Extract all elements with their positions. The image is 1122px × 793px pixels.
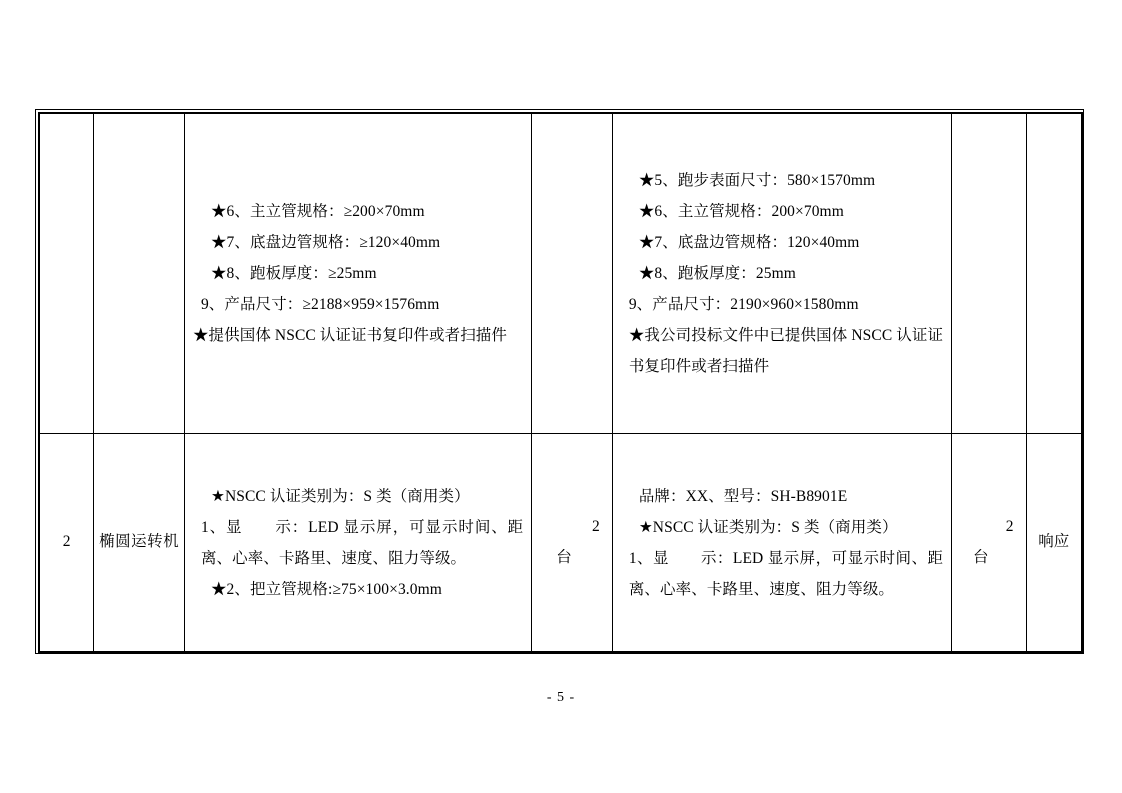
response-quantity-unit: 台 (973, 548, 989, 566)
cell-product-name (94, 114, 185, 434)
cell-deviation (1026, 434, 1081, 652)
cell-response (612, 434, 951, 652)
quantity-number: 2 (591, 518, 600, 536)
response-line: ★6、主立管规格：200×70mm (638, 203, 844, 220)
response-line: ★7、底盘边管规格：120×40mm (638, 234, 860, 251)
response-line: ★我公司投标文件中已提供国体 NSCC 认证证书复印件或者扫描件 (628, 327, 944, 375)
cell-quantity (532, 434, 613, 652)
cell-response-quantity (952, 114, 1027, 434)
cell-quantity (532, 114, 613, 434)
requirement-line: ★8、跑板厚度：≥25mm (210, 265, 377, 282)
cell-response-quantity (952, 434, 1027, 652)
response-line: ★8、跑板厚度：25mm (638, 265, 796, 282)
cell-product-name (94, 434, 185, 652)
cell-response (612, 114, 951, 434)
table-row (40, 114, 1082, 434)
page-number: - 5 - (546, 690, 576, 705)
table-outer-right-rule (1083, 109, 1084, 654)
response-line: ★NSCC 认证类别为：S 类（商用类） (638, 518, 898, 536)
requirement-line: ★6、主立管规格：≥200×70mm (210, 203, 425, 220)
table-outer-bottom-rule (35, 653, 1084, 654)
requirement-line: 9、产品尺寸：≥2188×959×1576mm (200, 296, 440, 313)
item-no-value: 2 (62, 533, 71, 551)
table-row (40, 434, 1082, 652)
response-quantity-number: 2 (1005, 518, 1014, 536)
product-name-value: 椭圆运转机 (99, 533, 180, 551)
requirement-line: ★2、把立管规格:≥75×100×3.0mm (210, 580, 442, 598)
quantity-unit: 台 (556, 548, 572, 566)
response-line: 1、显 示：LED 显示屏，可显示时间、距离、心率、卡路里、速度、阻力等级。 (628, 549, 944, 598)
cell-requirement (184, 114, 531, 434)
response-line: 9、产品尺寸：2190×960×1580mm (628, 296, 859, 313)
cell-item-no (40, 434, 94, 652)
deviation-value: 响应 (1038, 533, 1070, 551)
requirement-line: 1、显 示：LED 显示屏，可显示时间、距离、心率、卡路里、速度、阻力等级。 (200, 518, 524, 567)
specification-table (39, 113, 1082, 652)
response-line: ★5、跑步表面尺寸：580×1570mm (638, 172, 876, 189)
spec-table-wrapper (39, 113, 1082, 652)
cell-deviation (1026, 114, 1081, 434)
requirement-line: ★NSCC 认证类别为：S 类（商用类） (210, 487, 470, 505)
response-line: 品牌：XX、型号：SH-B8901E (638, 487, 848, 505)
cell-requirement (184, 434, 531, 652)
requirement-line: ★7、底盘边管规格：≥120×40mm (210, 234, 441, 251)
cell-item-no (40, 114, 94, 434)
requirement-line: ★提供国体 NSCC 认证证书复印件或者扫描件 (192, 327, 507, 344)
